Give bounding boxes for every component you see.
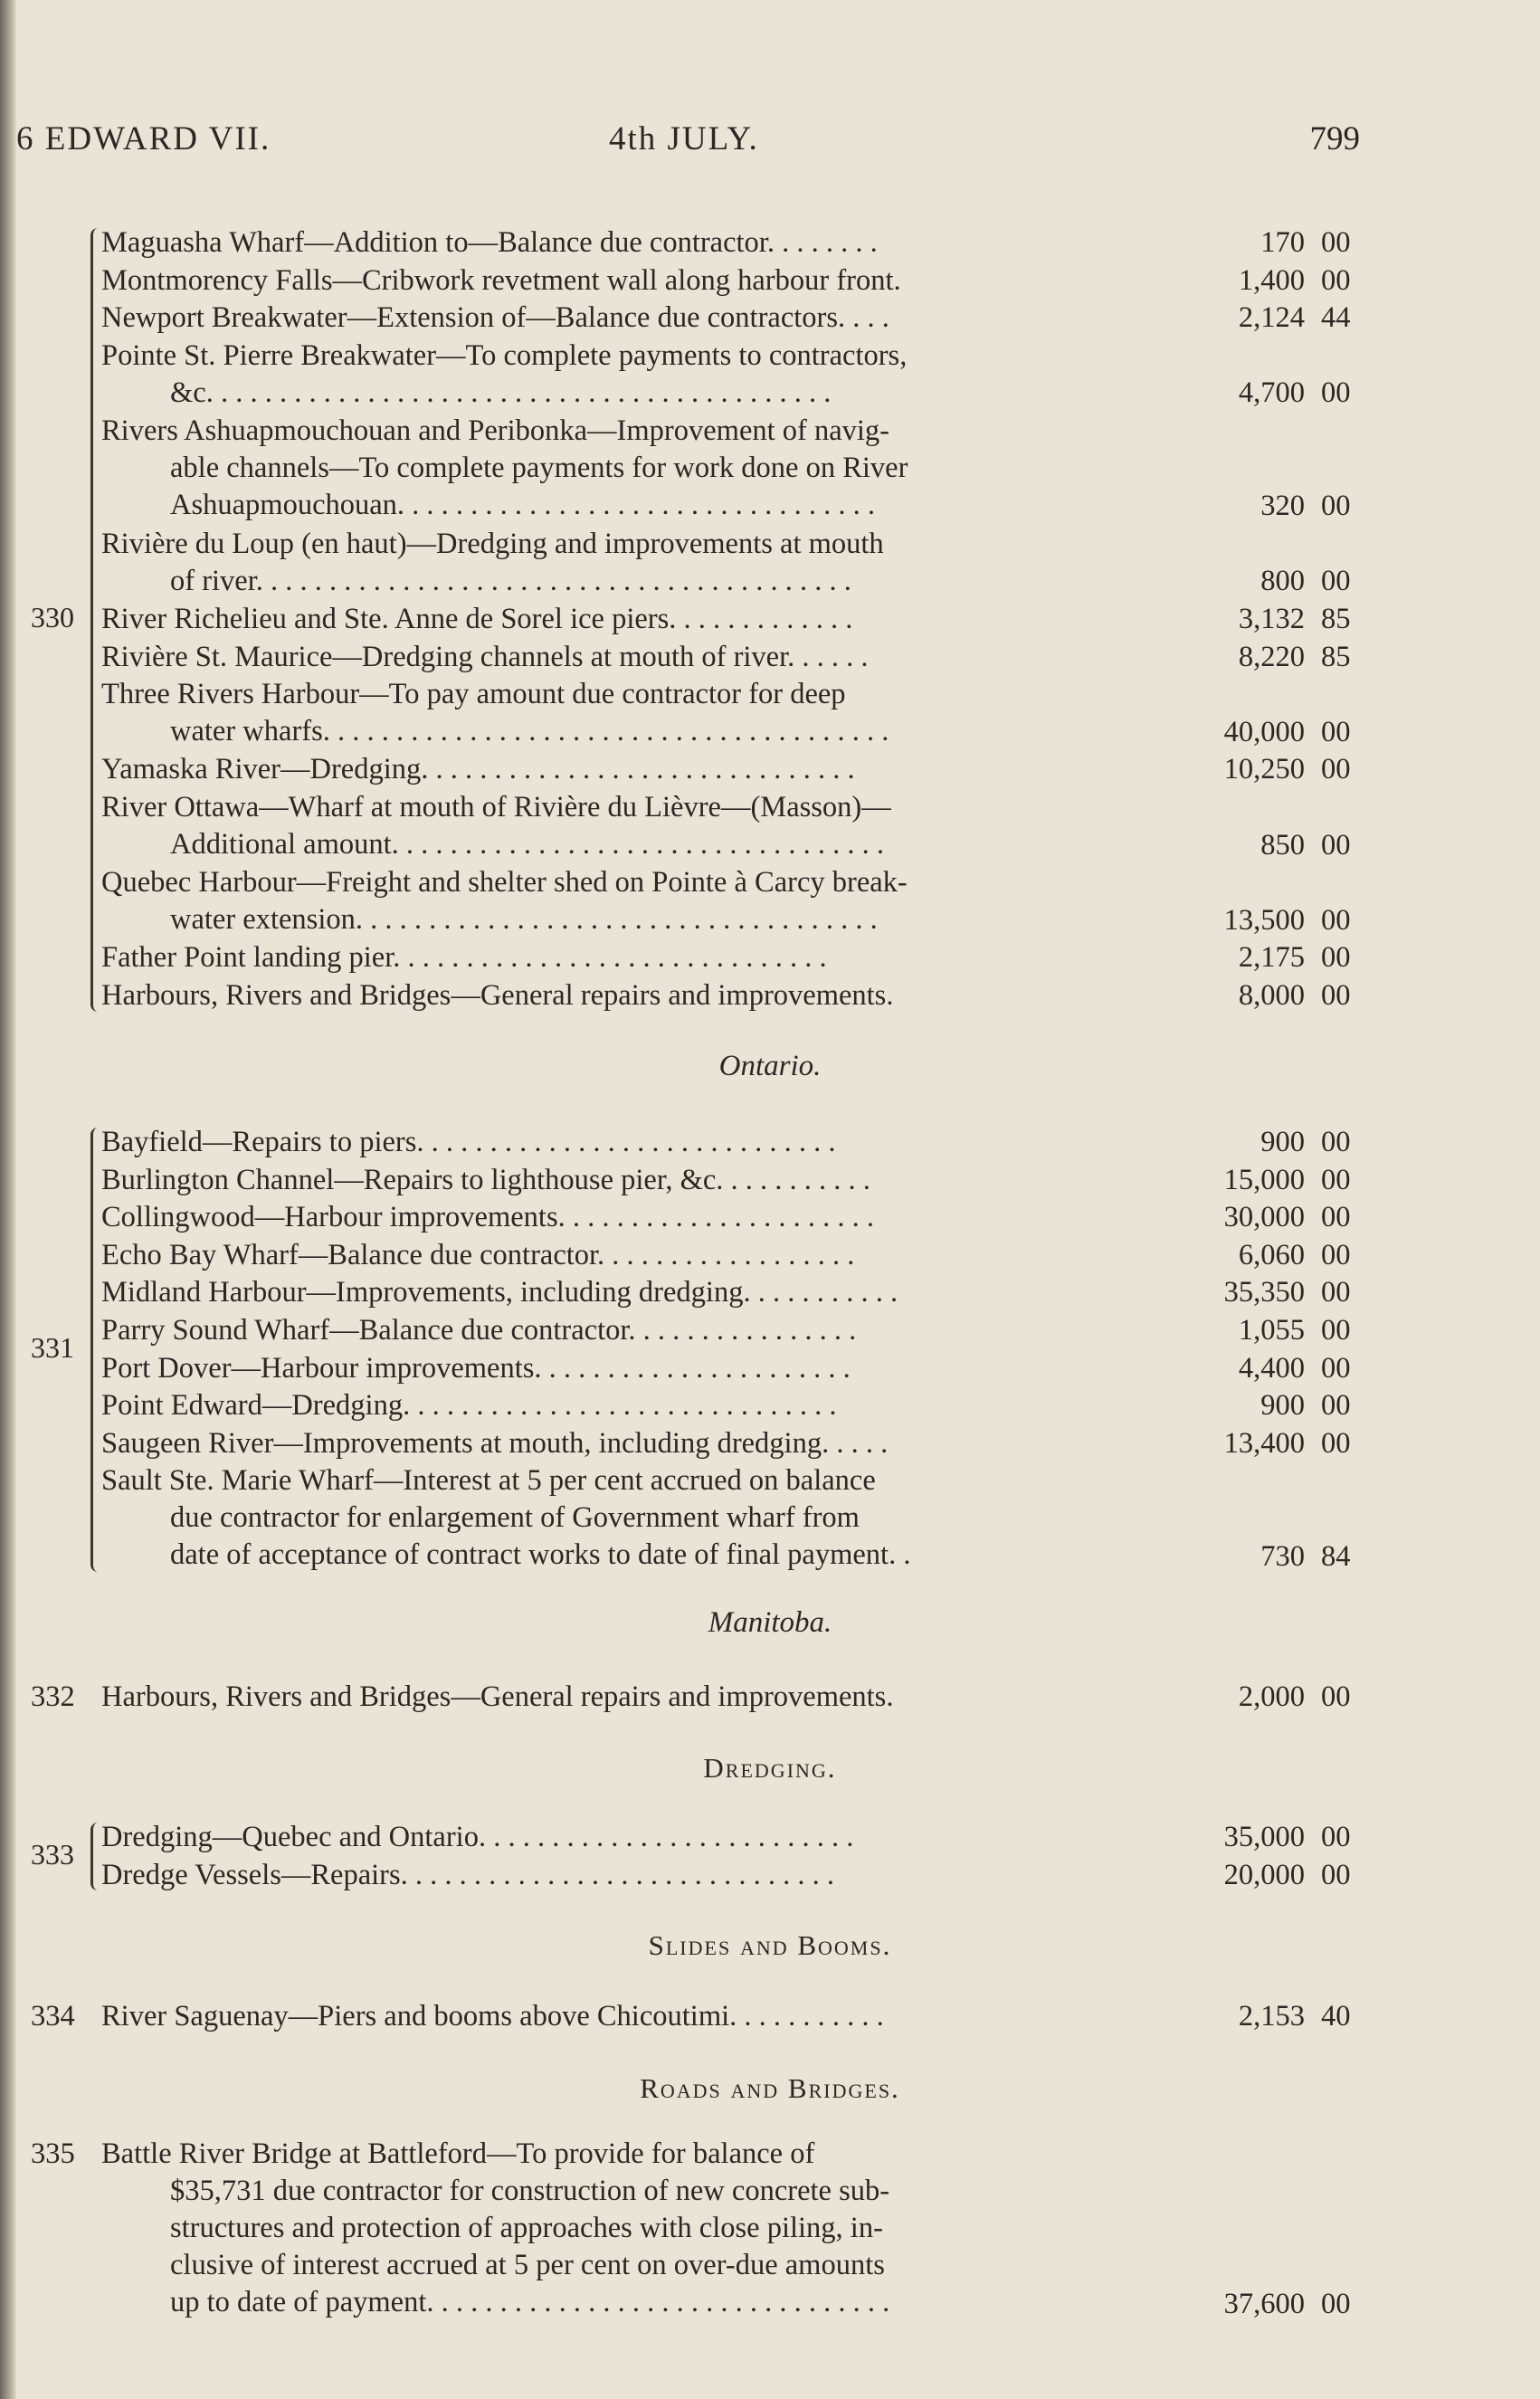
section-heading: Ontario. bbox=[718, 1050, 822, 1082]
item-description bbox=[101, 1274, 1149, 1311]
vote-number: 331 bbox=[31, 1330, 74, 1364]
item-description bbox=[101, 1237, 1149, 1274]
item-description bbox=[101, 939, 1149, 976]
running-head-left: 6 EDWARD VII. bbox=[16, 120, 271, 157]
amount-cents: 85 bbox=[1321, 603, 1351, 635]
item-description bbox=[101, 1350, 1149, 1387]
amount-dollars: 2,000 bbox=[1238, 1680, 1305, 1713]
item-description bbox=[101, 601, 1149, 638]
description-line: Father Point landing pier. . . . . . . . . . . . . . . . . . . . . . . . . . . . . . bbox=[101, 941, 827, 975]
amount-cents: 40 bbox=[1321, 2000, 1351, 2032]
item-description bbox=[101, 1199, 1149, 1236]
amount-dollars: 8,220 bbox=[1238, 640, 1305, 673]
item-description bbox=[101, 2136, 1149, 2321]
item-description bbox=[101, 864, 1149, 938]
description-line: Sault Ste. Marie Wharf—Interest at 5 per cent accrued on balance bbox=[101, 1464, 876, 1498]
description-line: Additional amount. . . . . . . . . . . . . . . . . . . . . . . . . . . . . . . . . . bbox=[170, 828, 884, 861]
amount-dollars: 320 bbox=[1260, 490, 1305, 523]
description-line: Pointe St. Pierre Breakwater—To complete payments to contractors, bbox=[101, 338, 908, 372]
vote-number: 335 bbox=[31, 2137, 75, 2170]
item-description bbox=[101, 1312, 1149, 1349]
amount-dollars: 170 bbox=[1260, 226, 1305, 259]
amount-cents: 00 bbox=[1321, 490, 1351, 523]
item-description bbox=[101, 977, 1149, 1014]
item-description bbox=[101, 262, 1149, 300]
vote-number: 332 bbox=[31, 1680, 75, 1713]
group-brace bbox=[90, 228, 102, 1012]
amount-dollars: 30,000 bbox=[1223, 1201, 1305, 1234]
description-line: Maguasha Wharf—Addition to—Balance due contractor. . . . . . . . bbox=[101, 226, 878, 259]
amount-dollars: 20,000 bbox=[1223, 1858, 1305, 1891]
amount-cents: 00 bbox=[1321, 226, 1351, 259]
description-line: $35,731 due contractor for construction of new concrete sub- bbox=[170, 2175, 890, 2207]
amount-dollars: 15,000 bbox=[1223, 1163, 1305, 1196]
description-line: Bayfield—Repairs to piers. . . . . . . . . . . . . . . . . . . . . . . . . . . . . bbox=[101, 1126, 836, 1158]
amount-cents: 00 bbox=[1321, 1201, 1351, 1234]
amount-cents: 00 bbox=[1321, 1680, 1351, 1713]
description-line: &c. . . . . . . . . . . . . . . . . . . . . . . . . . . . . . . . . . . . . . . . . . . bbox=[170, 376, 832, 409]
description-line: date of acceptance of contract works to date of final payment. . bbox=[170, 1538, 911, 1572]
description-line: Battle River Bridge at Battleford—To provide for balance of bbox=[101, 2137, 815, 2170]
amount-dollars: 1,400 bbox=[1238, 263, 1305, 297]
amount-cents: 00 bbox=[1321, 903, 1351, 937]
description-line: due contractor for enlargement of Government wharf from bbox=[170, 1501, 860, 1535]
description-line: Quebec Harbour—Freight and shelter shed on Pointe à Carcy break- bbox=[101, 866, 908, 900]
amount-dollars: 4,400 bbox=[1238, 1351, 1305, 1385]
amount-cents: 00 bbox=[1321, 1858, 1351, 1891]
amount-cents: 00 bbox=[1321, 979, 1351, 1012]
vote-number: 334 bbox=[31, 2000, 75, 2032]
item-description bbox=[101, 1162, 1149, 1199]
section-heading: Roads and Bridges. bbox=[640, 2072, 900, 2104]
description-line: Rivers Ashuapmouchouan and Peribonka—Improvement of navig- bbox=[101, 414, 889, 447]
description-line: of river. . . . . . . . . . . . . . . . . . . . . . . . . . . . . . . . . . . . . . . . . bbox=[170, 564, 851, 597]
item-description bbox=[101, 751, 1149, 788]
description-line: structures and protection of approaches with close piling, in- bbox=[170, 2212, 883, 2244]
amount-dollars: 4,700 bbox=[1238, 376, 1305, 410]
description-line: Burlington Channel—Repairs to lighthouse pier, &c. . . . . . . . . . . bbox=[101, 1163, 870, 1196]
page-number: 799 bbox=[1309, 120, 1360, 157]
item-description bbox=[101, 1857, 1149, 1894]
amount-cents: 00 bbox=[1321, 1314, 1351, 1347]
amount-cents: 00 bbox=[1321, 1821, 1351, 1853]
vote-number: 333 bbox=[31, 1837, 74, 1871]
amount-cents: 00 bbox=[1321, 941, 1351, 975]
section-heading: Dredging. bbox=[703, 1752, 837, 1784]
item-description bbox=[101, 1124, 1149, 1161]
amount-dollars: 900 bbox=[1260, 1389, 1305, 1423]
description-line: Saugeen River—Improvements at mouth, including dredging. . . . . bbox=[101, 1426, 889, 1460]
amount-cents: 00 bbox=[1321, 828, 1351, 862]
item-description bbox=[101, 789, 1149, 863]
description-line: Newport Breakwater—Extension of—Balance due contractors. . . . bbox=[101, 301, 889, 335]
description-line: Ashuapmouchouan. . . . . . . . . . . . . . . . . . . . . . . . . . . . . . . . . bbox=[170, 489, 876, 521]
item-description bbox=[101, 1998, 1149, 2035]
amount-dollars: 900 bbox=[1260, 1126, 1305, 1158]
amount-dollars: 2,175 bbox=[1238, 941, 1305, 975]
item-description bbox=[101, 1387, 1149, 1424]
description-line: able channels—To complete payments for work done on River bbox=[170, 452, 908, 484]
description-line: Midland Harbour—Improvements, including dredging. . . . . . . . . . . bbox=[101, 1276, 898, 1309]
amount-cents: 00 bbox=[1321, 1238, 1351, 1271]
description-line: Rivière St. Maurice—Dredging channels at mouth of river. . . . . . bbox=[101, 640, 869, 673]
description-line: Montmorency Falls—Cribwork revetment wall along harbour front. bbox=[101, 263, 901, 297]
group-brace bbox=[90, 1128, 102, 1572]
section-heading: Slides and Booms. bbox=[648, 1929, 892, 1961]
description-line: Point Edward—Dredging. . . . . . . . . . . . . . . . . . . . . . . . . . . . . . bbox=[101, 1389, 837, 1423]
item-description bbox=[101, 338, 1149, 412]
item-description bbox=[101, 413, 1149, 524]
amount-dollars: 40,000 bbox=[1223, 715, 1305, 748]
amount-cents: 00 bbox=[1321, 715, 1351, 748]
description-line: River Richelieu and Ste. Anne de Sorel ice piers. . . . . . . . . . . . . bbox=[101, 603, 853, 635]
amount-cents: 00 bbox=[1321, 565, 1351, 598]
description-line: River Saguenay—Piers and booms above Chicoutimi. . . . . . . . . . . bbox=[101, 2000, 884, 2032]
amount-cents: 84 bbox=[1321, 1539, 1351, 1573]
amount-dollars: 35,000 bbox=[1223, 1821, 1305, 1853]
description-line: up to date of payment. . . . . . . . . . . . . . . . . . . . . . . . . . . . . . . . bbox=[170, 2286, 890, 2318]
description-line: Dredge Vessels—Repairs. . . . . . . . . . . . . . . . . . . . . . . . . . . . . . bbox=[101, 1858, 835, 1891]
item-description bbox=[101, 1679, 1149, 1716]
amount-cents: 00 bbox=[1321, 753, 1351, 786]
amount-cents: 00 bbox=[1321, 263, 1351, 297]
amount-cents: 00 bbox=[1321, 1126, 1351, 1158]
amount-dollars: 2,153 bbox=[1238, 2000, 1305, 2032]
description-line: Dredging—Quebec and Ontario. . . . . . . . . . . . . . . . . . . . . . . . . . bbox=[101, 1821, 854, 1853]
description-line: clusive of interest accrued at 5 per cent on over-due amounts bbox=[170, 2249, 885, 2281]
description-line: Rivière du Loup (en haut)—Dredging and improvements at mouth bbox=[101, 527, 884, 560]
amount-dollars: 35,350 bbox=[1223, 1276, 1305, 1309]
running-head-date: 4th JULY. bbox=[609, 120, 759, 157]
amount-dollars: 13,500 bbox=[1223, 903, 1305, 937]
amount-cents: 00 bbox=[1321, 1163, 1351, 1196]
description-line: water extension. . . . . . . . . . . . . . . . . . . . . . . . . . . . . . . . . . . . bbox=[170, 903, 878, 937]
item-description bbox=[101, 1425, 1149, 1462]
item-description bbox=[101, 300, 1149, 337]
item-description bbox=[101, 1819, 1149, 1856]
section-heading: Manitoba. bbox=[708, 1606, 832, 1639]
item-description bbox=[101, 639, 1149, 676]
amount-dollars: 2,124 bbox=[1238, 301, 1305, 335]
page-header bbox=[16, 119, 1360, 165]
amount-dollars: 3,132 bbox=[1238, 603, 1305, 635]
amount-dollars: 13,400 bbox=[1223, 1426, 1305, 1460]
amount-cents: 00 bbox=[1321, 1389, 1351, 1423]
amount-cents: 44 bbox=[1321, 301, 1351, 335]
vote-number: 330 bbox=[31, 600, 74, 633]
item-description bbox=[101, 526, 1149, 600]
amount-dollars: 8,000 bbox=[1238, 979, 1305, 1012]
item-description bbox=[101, 676, 1149, 750]
amount-dollars: 37,600 bbox=[1223, 2288, 1305, 2321]
item-description bbox=[101, 224, 1149, 262]
description-line: River Ottawa—Wharf at mouth of Rivière du Lièvre—(Masson)— bbox=[101, 791, 891, 823]
description-line: Parry Sound Wharf—Balance due contractor. . . . . . . . . . . . . . . . bbox=[101, 1314, 857, 1347]
group-brace bbox=[90, 1823, 102, 1890]
description-line: water wharfs. . . . . . . . . . . . . . . . . . . . . . . . . . . . . . . . . . . . . . . bbox=[170, 715, 889, 748]
amount-dollars: 6,060 bbox=[1238, 1238, 1305, 1271]
description-line: Yamaska River—Dredging. . . . . . . . . . . . . . . . . . . . . . . . . . . . . . bbox=[101, 753, 855, 786]
amount-dollars: 800 bbox=[1260, 565, 1305, 598]
amount-dollars: 1,055 bbox=[1238, 1314, 1305, 1347]
description-line: Harbours, Rivers and Bridges—General repairs and improvements. bbox=[101, 979, 894, 1012]
description-line: Three Rivers Harbour—To pay amount due contractor for deep bbox=[101, 678, 846, 711]
amount-cents: 00 bbox=[1321, 376, 1351, 410]
amount-dollars: 730 bbox=[1260, 1539, 1305, 1573]
item-description bbox=[101, 1462, 1149, 1574]
description-line: Echo Bay Wharf—Balance due contractor. . . . . . . . . . . . . . . . . . bbox=[101, 1238, 855, 1271]
description-line: Collingwood—Harbour improvements. . . . . . . . . . . . . . . . . . . . . . bbox=[101, 1201, 874, 1234]
amount-cents: 00 bbox=[1321, 2288, 1351, 2321]
amount-dollars: 10,250 bbox=[1223, 753, 1305, 786]
amount-cents: 85 bbox=[1321, 640, 1351, 673]
book-spine-shadow bbox=[0, 0, 16, 2399]
amount-dollars: 850 bbox=[1260, 828, 1305, 862]
amount-cents: 00 bbox=[1321, 1276, 1351, 1309]
description-line: Port Dover—Harbour improvements. . . . . . . . . . . . . . . . . . . . . . bbox=[101, 1351, 851, 1385]
amount-cents: 00 bbox=[1321, 1351, 1351, 1385]
description-line: Harbours, Rivers and Bridges—General repairs and improvements. bbox=[101, 1680, 894, 1713]
amount-cents: 00 bbox=[1321, 1426, 1351, 1460]
